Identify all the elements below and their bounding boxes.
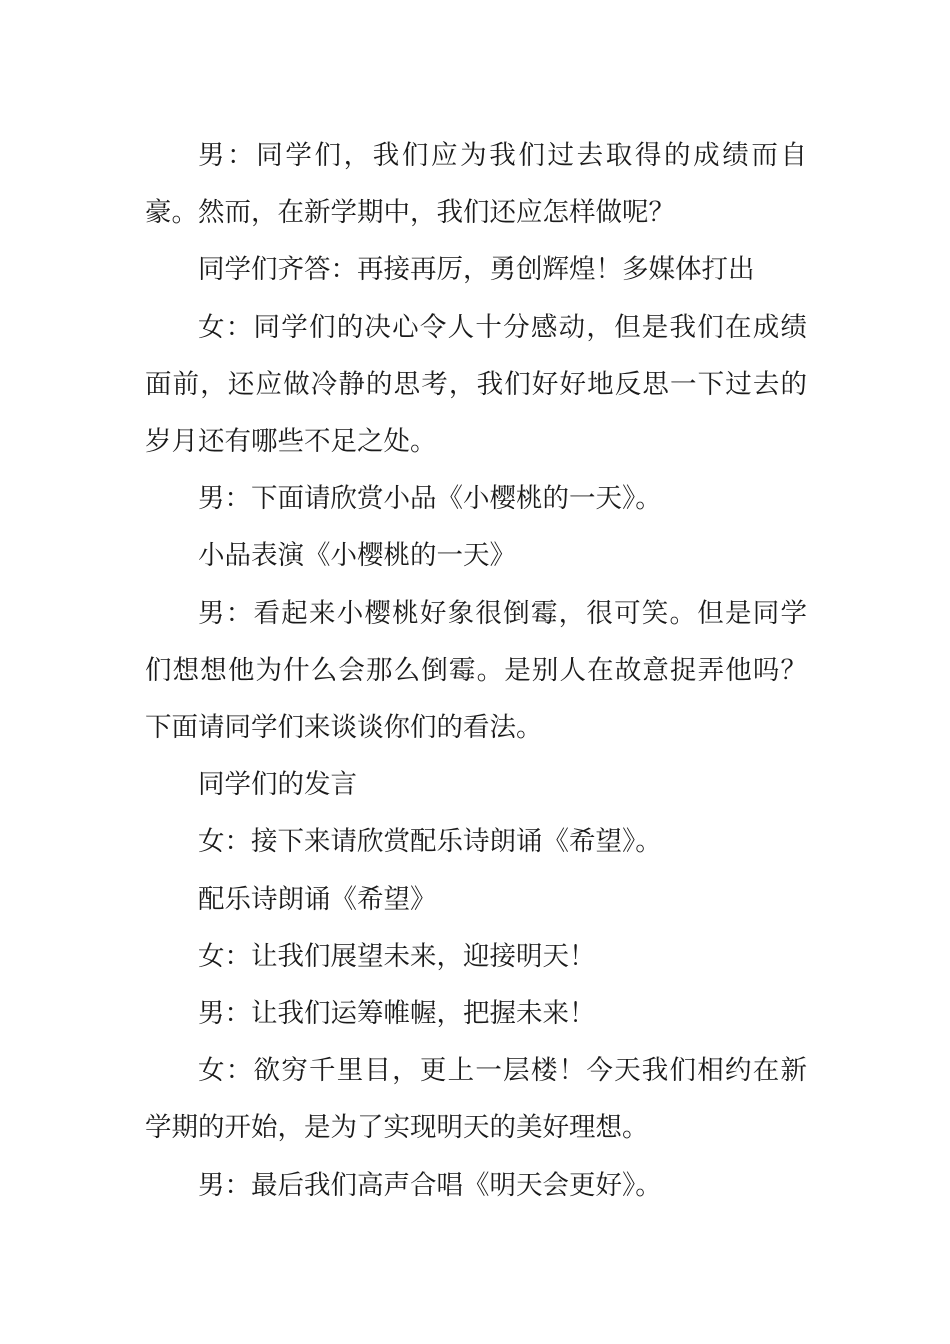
paragraph: 男：让我们运筹帷幄，把握未来！ <box>198 998 596 1030</box>
document-body <box>145 127 807 1214</box>
paragraph: 女：同学们的决心令人十分感动，但是我们在成绩面前，还应做冷静的思考，我们好好地反思一下过去的岁月还有哪些不足之处。 <box>145 311 807 458</box>
paragraph: 小品表演《小樱桃的一天》 <box>198 540 516 572</box>
paragraph: 女：欲穷千里目，更上一层楼！今天我们相约在新学期的开始，是为了实现明天的美好理想。 <box>145 1055 807 1144</box>
paragraph: 同学们的发言 <box>198 769 357 801</box>
paragraph: 男：同学们，我们应为我们过去取得的成绩而自豪。然而，在新学期中，我们还应怎样做呢？ <box>145 140 807 229</box>
paragraph: 男：看起来小樱桃好象很倒霉，很可笑。但是同学们想想他为什么会那么倒霉。是别人在故意捉弄他吗？下面请同学们来谈谈你们的看法。 <box>145 597 807 744</box>
paragraph: 男：最后我们高声合唱《明天会更好》。 <box>198 1169 662 1201</box>
paragraph: 男：下面请欣赏小品《小樱桃的一天》。 <box>198 483 662 515</box>
paragraph: 同学们齐答：再接再厉，勇创辉煌！多媒体打出 <box>198 254 755 286</box>
paragraph: 女：接下来请欣赏配乐诗朗诵《希望》。 <box>198 826 662 858</box>
paragraph: 配乐诗朗诵《希望》 <box>198 883 437 915</box>
paragraph: 女：让我们展望未来，迎接明天！ <box>198 940 596 972</box>
